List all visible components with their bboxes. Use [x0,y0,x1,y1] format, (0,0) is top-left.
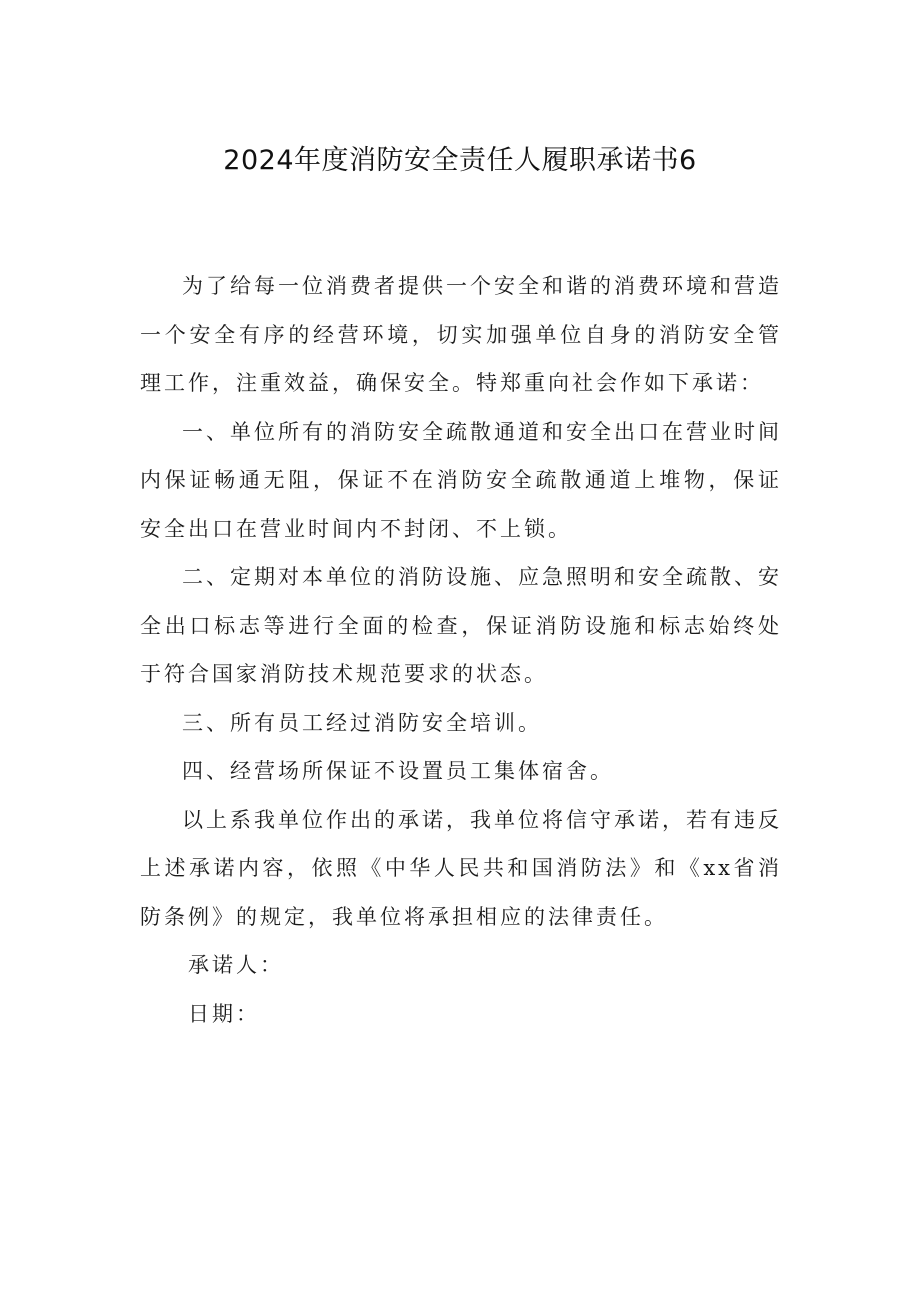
page-title: 2024年度消防安全责任人履职承诺书6 [223,145,697,176]
date-label: 日期： [188,1001,260,1026]
commitment-item-4: 四、经营场所保证不设置员工集体宿舍。 [182,759,614,783]
intro-paragraph: 为了给每一位消费者提供一个安全和谐的消费环境和营造一个安全有序的经营环境，切实加强单位自身的消防安全管理工作，注重效益，确保安全。特郑重向社会作如下承诺： [140,274,782,395]
commitment-item-1: 一、单位所有的消防安全疏散通道和安全出口在营业时间内保证畅通无阻，保证不在消防安全疏散通道上堆物，保证安全出口在营业时间内不封闭、不上锁。 [140,419,782,541]
commitment-item-2: 二、定期对本单位的消防设施、应急照明和安全疏散、安全出口标志等进行全面的检查，保证消防设施和标志始终处于符合国家消防技术规范要求的状态。 [140,565,782,686]
promisor-label: 承诺人： [188,953,284,977]
document-body [140,262,782,1038]
commitment-item-3: 三、所有员工经过消防安全培训。 [182,710,542,735]
closing-paragraph: 以上系我单位作出的承诺，我单位将信守承诺，若有违反上述承诺内容，依照《中华人民共和国消防法》和《xx省消防条例》的规定，我单位将承担相应的法律责任。 [140,807,782,929]
